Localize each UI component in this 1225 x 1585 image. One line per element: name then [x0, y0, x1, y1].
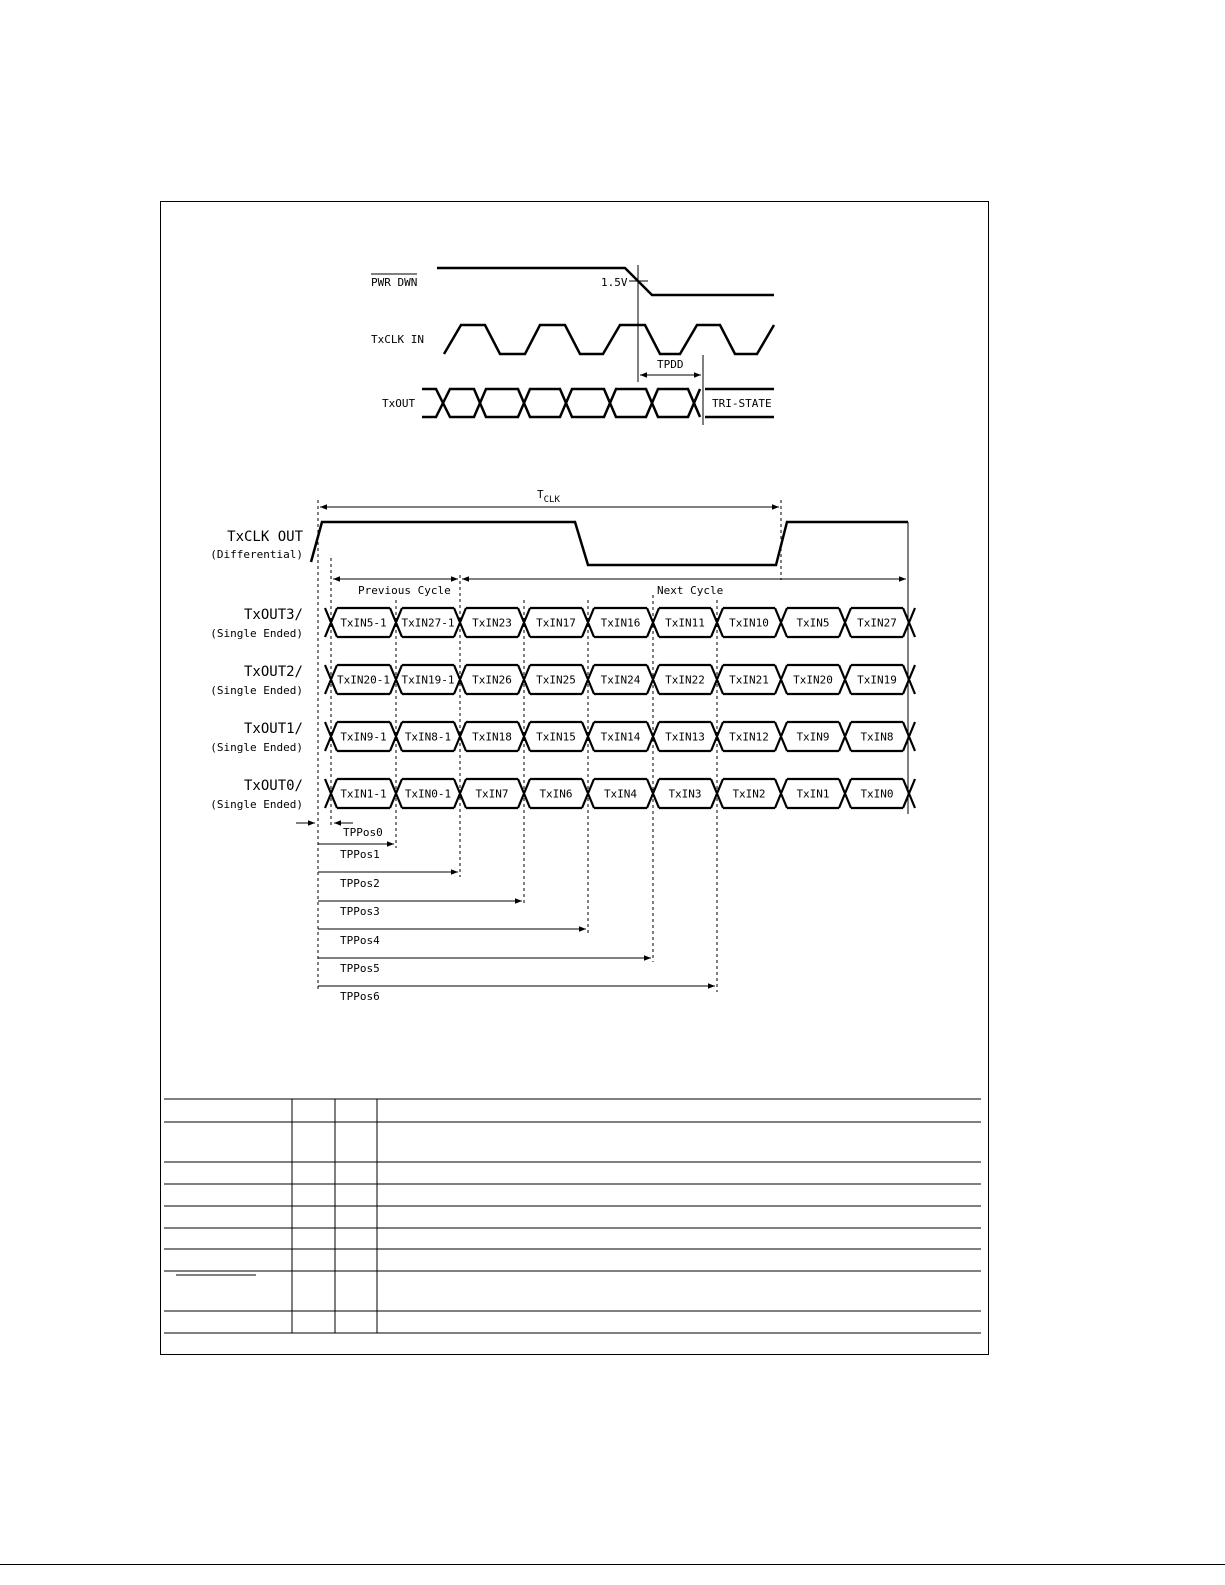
bit-cell: TxIN26: [472, 673, 512, 687]
bit-cell: TxIN1: [796, 787, 830, 801]
bit-cell: TxIN9-1: [340, 730, 387, 744]
tppos4-label: TPPos4: [340, 934, 380, 947]
bit-cell: TxIN5-1: [340, 616, 387, 630]
txclk-out-label: TxCLK OUT: [227, 529, 303, 545]
bit-cell: TxIN18: [472, 730, 512, 744]
txout-label: TxOUT: [382, 397, 416, 410]
bit-cell: TxIN0: [860, 787, 894, 801]
bit-cell: TxIN25: [536, 673, 576, 687]
bit-cell: TxIN9: [796, 730, 830, 744]
bit-cell: TxIN19-1: [401, 673, 455, 687]
previous-cycle-label: Previous Cycle: [358, 584, 451, 597]
txclk-out-waveform: [311, 522, 908, 565]
threshold-label: 1.5V: [601, 276, 628, 289]
txclk-in-label: TxCLK IN: [371, 333, 424, 346]
channel-row-3: [210, 778, 915, 811]
tppos5-label: TPPos5: [340, 962, 380, 975]
channel-sub-label: (Single Ended): [210, 798, 303, 811]
tppos6-label: TPPos6: [340, 990, 380, 1003]
bit-cell: TxIN7: [475, 787, 509, 801]
channel-name: TxOUT0/: [243, 778, 303, 794]
bit-cell: TxIN23: [472, 616, 512, 630]
bit-cell: TxIN27: [857, 616, 897, 630]
powerdown-diagram: [371, 265, 774, 425]
txout-waveform: [422, 389, 700, 417]
bit-cell: TxIN8-1: [404, 730, 452, 744]
bit-cell: TxIN4: [603, 787, 638, 801]
channel-row-0: [210, 607, 915, 640]
bit-cell: TxIN16: [600, 616, 641, 630]
bit-cell: TxIN20-1: [337, 673, 390, 687]
bit-cell: TxIN17: [536, 616, 576, 630]
channel-sub-label: (Single Ended): [210, 684, 303, 697]
bit-cell: TxIN8: [860, 730, 894, 744]
txclk-in-waveform: [444, 325, 774, 354]
bit-cell: TxIN0-1: [404, 787, 452, 801]
bit-cell: TxIN11: [665, 616, 705, 630]
bit-cell: TxIN24: [600, 673, 641, 687]
bit-cell: TxIN1-1: [340, 787, 387, 801]
bit-cell: TxIN3: [668, 787, 702, 801]
bit-cell: TxIN13: [665, 730, 705, 744]
bit-cell: TxIN22: [665, 673, 705, 687]
bit-cell: TxIN21: [729, 673, 769, 687]
bit-cell: TxIN12: [729, 730, 769, 744]
bit-cell: TxIN6: [539, 787, 573, 801]
channel-name: TxOUT2/: [243, 664, 303, 680]
channel-row-2: [210, 721, 915, 754]
parameter-table-grid: [164, 1099, 981, 1333]
txclk-out-sub-label: (Differential): [210, 548, 303, 561]
timing-diagram: [210, 488, 915, 1003]
tppos3-label: TPPos3: [340, 905, 380, 918]
bit-cell: TxIN2: [732, 787, 766, 801]
bit-cell: TxIN14: [600, 730, 641, 744]
reference-lines: [318, 500, 781, 992]
tppos1-label: TPPos1: [340, 848, 380, 861]
bit-cell: TxIN10: [729, 616, 769, 630]
next-cycle-label: Next Cycle: [657, 584, 724, 597]
channel-rows: [210, 607, 915, 811]
channel-row-1: [210, 664, 915, 697]
tppos2-label: TPPos2: [340, 877, 380, 890]
tppos0-label: TPPos0: [343, 826, 383, 839]
channel-sub-label: (Single Ended): [210, 741, 303, 754]
tclk-label: $T_{CLK}$: [537, 488, 560, 505]
bit-cell: TxIN5: [796, 616, 830, 630]
channel-name: TxOUT1/: [243, 721, 303, 737]
bit-cell: TxIN20: [793, 673, 833, 687]
channel-name: TxOUT3/: [243, 607, 303, 623]
pwr-dwn-label: PWR DWN: [371, 276, 418, 289]
tristate-label: TRI-STATE: [712, 397, 772, 410]
tpdd-label: TPDD: [657, 358, 684, 371]
bit-cell: TxIN27-1: [401, 616, 455, 630]
channel-sub-label: (Single Ended): [210, 627, 303, 640]
bit-cell: TxIN19: [857, 673, 897, 687]
bit-cell: TxIN15: [536, 730, 576, 744]
